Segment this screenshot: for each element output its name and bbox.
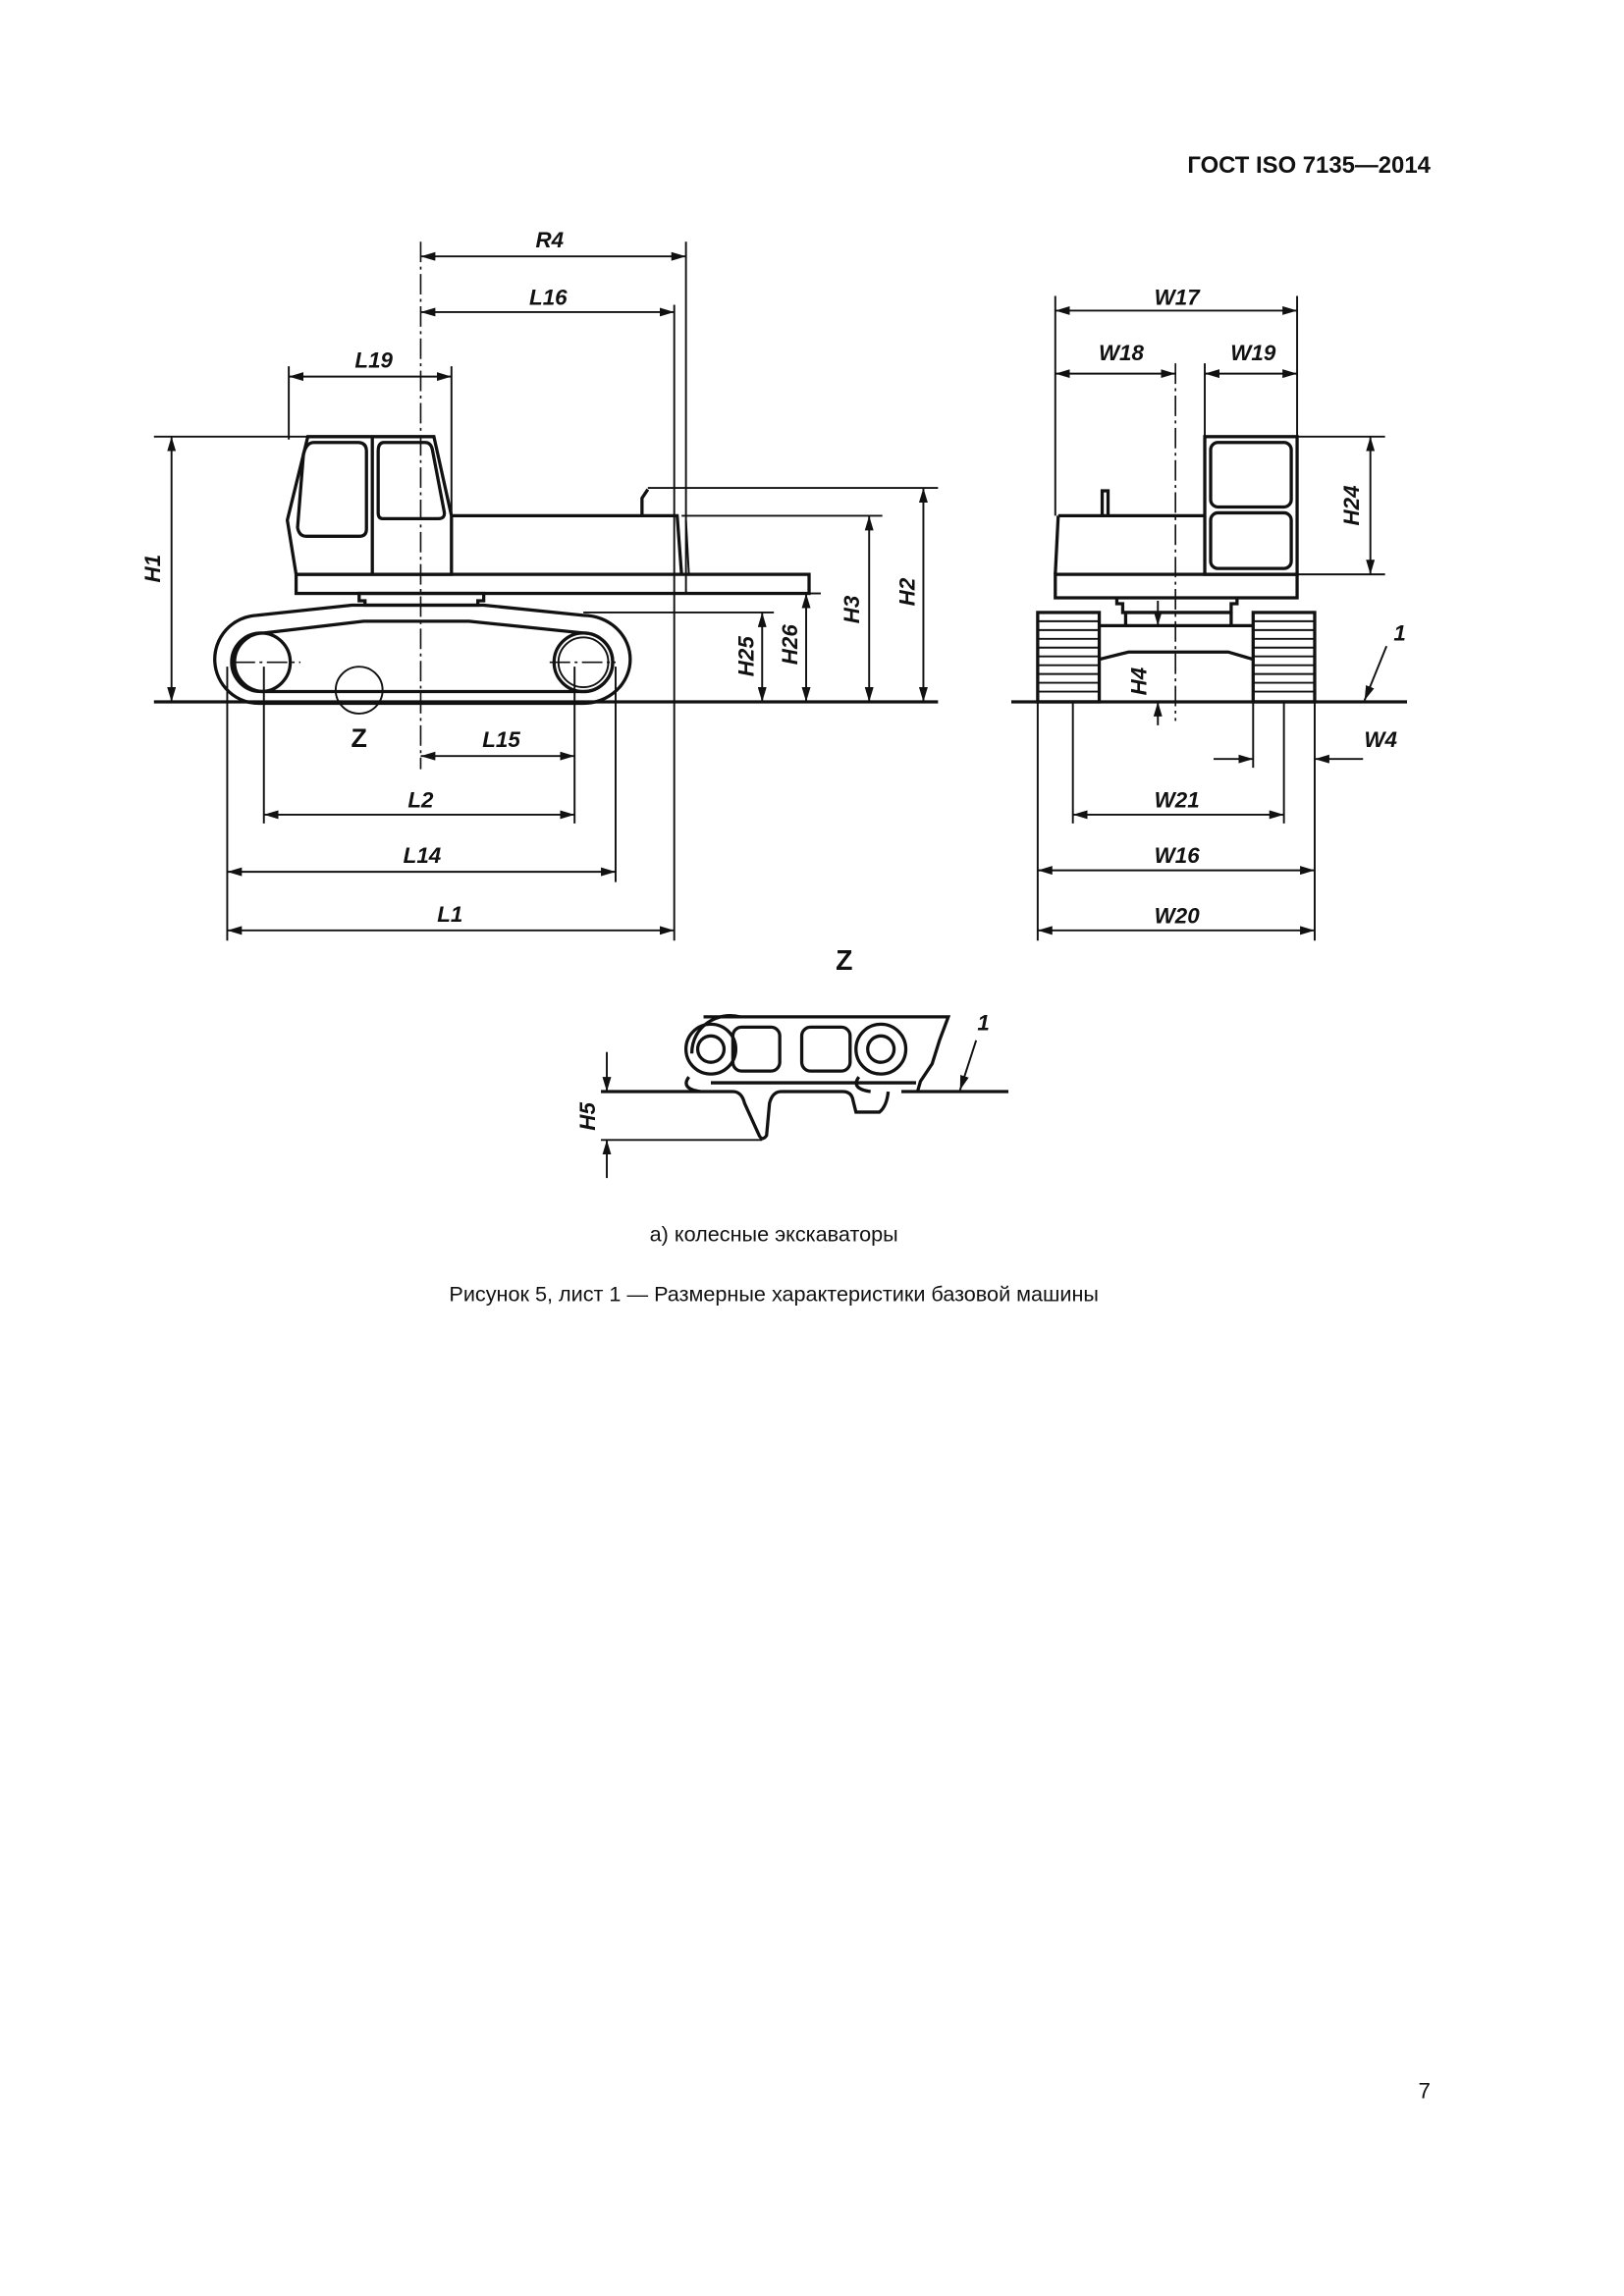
dim-label-w19: W19 — [1230, 341, 1276, 366]
subfigure-caption: а) колесные экскаваторы — [649, 1221, 898, 1247]
dim-label-l2: L2 — [407, 787, 434, 813]
page-number: 7 — [1418, 2078, 1431, 2104]
dim-label-l19: L19 — [354, 347, 393, 373]
side-view-dimensions — [140, 228, 939, 940]
dim-label-w16: W16 — [1154, 843, 1200, 869]
dim-label-w18: W18 — [1098, 341, 1144, 366]
dim-label-l14: L14 — [403, 843, 442, 869]
detail-marker-z: Z — [351, 723, 367, 754]
dim-label-h1: H1 — [139, 554, 165, 583]
callout-1-front: 1 — [1393, 620, 1406, 646]
front-view-drawing — [1011, 363, 1407, 721]
dim-label-w17: W17 — [1154, 285, 1200, 310]
dim-label-h3: H3 — [839, 595, 864, 624]
dim-label-w4: W4 — [1364, 727, 1397, 753]
dim-label-h24: H24 — [1338, 485, 1364, 526]
dim-label-h4: H4 — [1126, 667, 1152, 696]
dim-label-l15: L15 — [482, 727, 520, 753]
callout-1-detail: 1 — [977, 1010, 990, 1036]
dim-label-l1: L1 — [437, 901, 463, 927]
dim-label-h26: H26 — [778, 624, 803, 666]
dim-label-w21: W21 — [1154, 787, 1200, 813]
dim-label-h25: H25 — [733, 636, 759, 677]
dim-label-h2: H2 — [894, 577, 920, 607]
side-view-drawing — [154, 241, 939, 769]
figure-title: Рисунок 5, лист 1 — Размерные характеристики базовой машины — [449, 1281, 1099, 1307]
dim-label-l16: L16 — [529, 285, 568, 310]
document-header: ГОСТ ISO 7135—2014 — [1187, 152, 1431, 180]
detail-z — [575, 945, 1008, 1178]
detail-title-z: Z — [836, 945, 853, 978]
dim-label-r4: R4 — [535, 228, 565, 253]
dim-label-h5: H5 — [575, 1102, 601, 1131]
dim-label-w20: W20 — [1154, 903, 1200, 929]
